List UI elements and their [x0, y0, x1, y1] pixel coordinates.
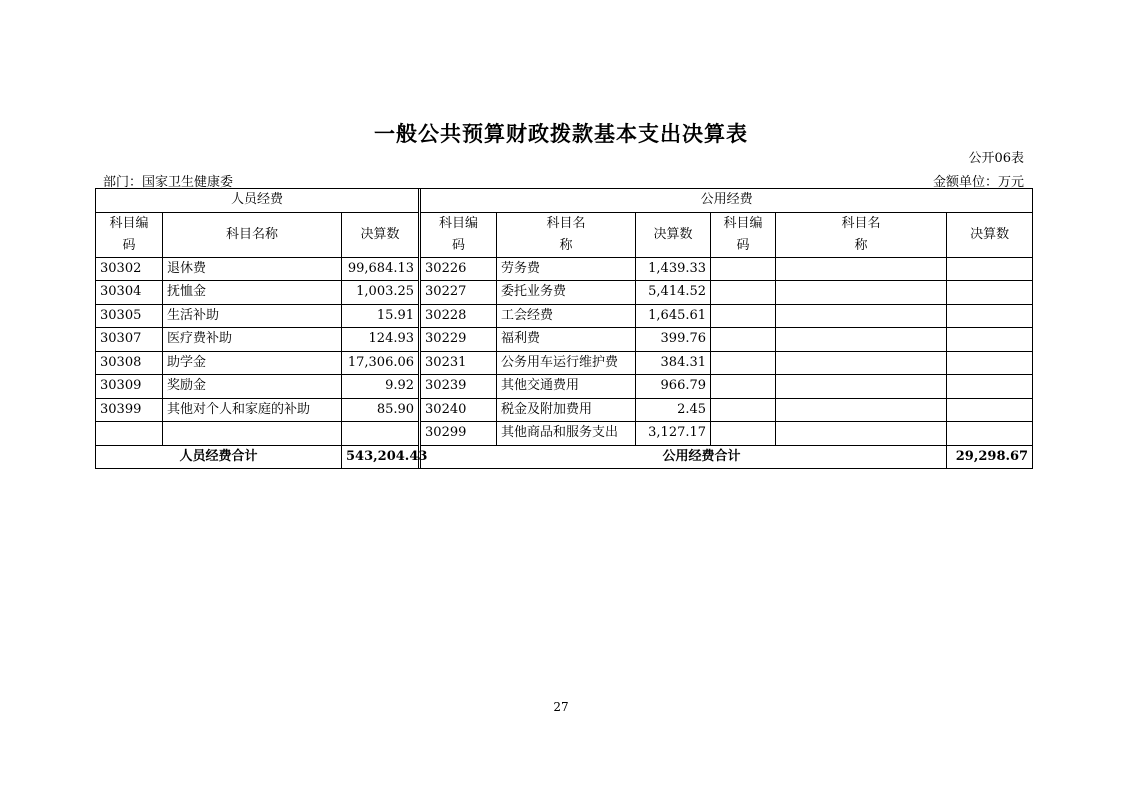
- empty-cell: [947, 375, 1033, 399]
- personnel-amount: 9.92: [342, 375, 419, 399]
- department-label: 部门：国家卫生健康委: [103, 175, 234, 190]
- empty-cell: [776, 422, 947, 446]
- table-row: [96, 257, 1033, 281]
- empty-cell: [711, 398, 776, 422]
- empty-cell: [947, 328, 1033, 352]
- empty-cell: [776, 257, 947, 281]
- table-row: [96, 398, 1033, 422]
- col-header-amount: 决算数: [342, 212, 419, 257]
- public-name: 工会经费: [497, 304, 636, 328]
- public-amount: 966.79: [636, 375, 711, 399]
- column-header-row: [96, 212, 1033, 257]
- personnel-code: 30304: [96, 281, 163, 305]
- amount-unit-label: 金额单位：万元: [932, 175, 1024, 190]
- empty-cell: [711, 304, 776, 328]
- personnel-name: 生活补助: [163, 304, 342, 328]
- empty-cell: [776, 375, 947, 399]
- public-name: 其他商品和服务支出: [497, 422, 636, 446]
- public-name: 公务用车运行维护费: [497, 351, 636, 375]
- public-code: 30228: [421, 304, 497, 328]
- personnel-amount: [342, 422, 419, 446]
- empty-cell: [947, 304, 1033, 328]
- public-amount: 2.45: [636, 398, 711, 422]
- personnel-code: 30309: [96, 375, 163, 399]
- personnel-name: 医疗费补助: [163, 328, 342, 352]
- personnel-code: 30305: [96, 304, 163, 328]
- public-code: 30231: [421, 351, 497, 375]
- personnel-amount: 15.91: [342, 304, 419, 328]
- personnel-total-amount: 543,204.43: [342, 445, 419, 469]
- personnel-amount: 85.90: [342, 398, 419, 422]
- basic-expenditure-table: [95, 188, 1033, 469]
- table-row: [96, 422, 1033, 446]
- public-name: 委托业务费: [497, 281, 636, 305]
- public-code: 30299: [421, 422, 497, 446]
- personnel-code: 30308: [96, 351, 163, 375]
- personnel-name: 退休费: [163, 257, 342, 281]
- col-header-code: 科目编码: [96, 212, 163, 257]
- personnel-code: 30307: [96, 328, 163, 352]
- empty-cell: [776, 398, 947, 422]
- personnel-section-header: 人员经费: [96, 189, 419, 213]
- public-amount: 3,127.17: [636, 422, 711, 446]
- page-number: 27: [553, 700, 569, 714]
- personnel-code: 30399: [96, 398, 163, 422]
- col-header-amount: 决算数: [947, 212, 1033, 257]
- empty-cell: [947, 257, 1033, 281]
- personnel-code: [96, 422, 163, 446]
- table-row: [96, 281, 1033, 305]
- personnel-amount: 124.93: [342, 328, 419, 352]
- public-code: 30229: [421, 328, 497, 352]
- personnel-amount: 99,684.13: [342, 257, 419, 281]
- public-amount: 1,645.61: [636, 304, 711, 328]
- empty-cell: [776, 328, 947, 352]
- public-total-label: 公用经费合计: [421, 445, 947, 469]
- public-amount: 1,439.33: [636, 257, 711, 281]
- col-header-name: 科目名称: [497, 212, 636, 257]
- totals-row: [96, 445, 1033, 469]
- public-amount: 5,414.52: [636, 281, 711, 305]
- table-row: [96, 351, 1033, 375]
- public-amount: 384.31: [636, 351, 711, 375]
- public-section-header: 公用经费: [421, 189, 1033, 213]
- public-code: 30239: [421, 375, 497, 399]
- empty-cell: [947, 281, 1033, 305]
- col-header-name: 科目名称: [776, 212, 947, 257]
- form-number: 公开06表: [968, 151, 1024, 166]
- public-code: 30226: [421, 257, 497, 281]
- personnel-name: 助学金: [163, 351, 342, 375]
- col-header-amount: 决算数: [636, 212, 711, 257]
- empty-cell: [776, 281, 947, 305]
- public-code: 30227: [421, 281, 497, 305]
- personnel-name: [163, 422, 342, 446]
- table-row: [96, 375, 1033, 399]
- col-header-name: 科目名称: [163, 212, 342, 257]
- empty-cell: [711, 422, 776, 446]
- public-total-amount: 29,298.67: [947, 445, 1033, 469]
- personnel-code: 30302: [96, 257, 163, 281]
- section-header-row: [96, 189, 1033, 213]
- personnel-total-label: 人员经费合计: [96, 445, 342, 469]
- public-code: 30240: [421, 398, 497, 422]
- empty-cell: [711, 281, 776, 305]
- empty-cell: [947, 351, 1033, 375]
- personnel-amount: 1,003.25: [342, 281, 419, 305]
- personnel-name: 抚恤金: [163, 281, 342, 305]
- empty-cell: [776, 304, 947, 328]
- empty-cell: [711, 375, 776, 399]
- public-name: 其他交通费用: [497, 375, 636, 399]
- empty-cell: [711, 257, 776, 281]
- col-header-code: 科目编码: [711, 212, 776, 257]
- personnel-name: 其他对个人和家庭的补助: [163, 398, 342, 422]
- empty-cell: [947, 398, 1033, 422]
- personnel-name: 奖励金: [163, 375, 342, 399]
- personnel-amount: 17,306.06: [342, 351, 419, 375]
- table-row: [96, 304, 1033, 328]
- public-amount: 399.76: [636, 328, 711, 352]
- empty-cell: [947, 422, 1033, 446]
- public-name: 税金及附加费用: [497, 398, 636, 422]
- empty-cell: [711, 328, 776, 352]
- page-title: 一般公共预算财政拨款基本支出决算表: [374, 121, 748, 146]
- empty-cell: [711, 351, 776, 375]
- col-header-code: 科目编码: [421, 212, 497, 257]
- public-name: 劳务费: [497, 257, 636, 281]
- public-name: 福利费: [497, 328, 636, 352]
- empty-cell: [776, 351, 947, 375]
- table-row: [96, 328, 1033, 352]
